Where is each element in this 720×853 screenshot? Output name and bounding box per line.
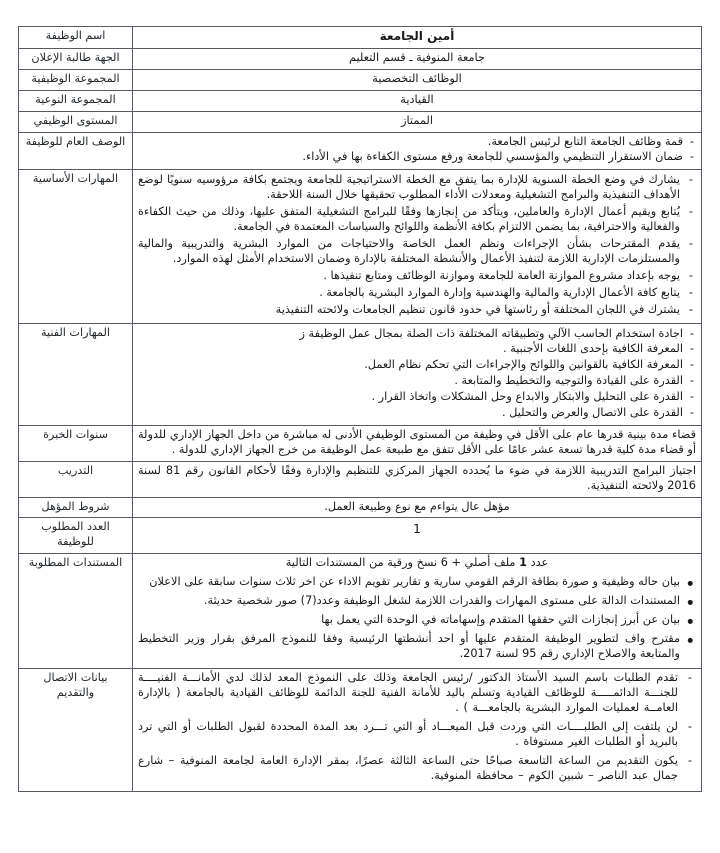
list-item: - لن يلتفت إلى الطلبــــات التي وردت قبل الميعـــاد أو التي تـــرد بعد المدة المحددة لقبول الطلبات أو التي ترد بالبريد أو الطلبات الغير مستوفاة . [138,720,696,750]
job-level-value: الممتاز [133,111,702,132]
required-count-value: 1 [413,521,421,537]
list-item: ● بيان عن أبرز إنجازات التي حققها المتقدم وإسهاماته في الوحدة التي يعمل بها [138,613,696,628]
required-documents-label: المستندات المطلوبة [19,554,133,669]
list-item: - يتابع كافة الأعمال الإدارية والمالية والهندسية وإدارة الموارد البشرية بالجامعة . [138,286,696,301]
required-count-label: العدد المطلوب للوظيفة [19,518,133,554]
table-row-qualitative-group [19,90,702,111]
list-item: - يشترك في اللجان المختلفة أو رئاستها في حدود قانون تنظيم الجامعات ولائحته التنفيذية [138,303,696,318]
job-title-value-cell [133,27,702,49]
job-title-label: اسم الوظيفة [19,27,133,49]
job-description-table [18,26,702,792]
list-item: - القدرة على القيادة والتوجيه والتخطيط والمتابعة . [146,374,696,389]
list-item: - تقدم الطلبات باسم السيد الأستاذ الدكتور /رئيس الجامعة وذلك على النموذج المعد لذلك لدي الأمانـــة الفنيــــة للجنـــة الدائمـــــة للوظائف القيادية وتسلم باليد للأمانة الفنية للجنة الدائمة للوظائف القيادية بالجامعة ( بالإدارة العامــة لعمليات الموارد البشرية بالجامعـــة ) . [138,671,696,716]
list-item: - يشارك في وضع الخطة السنوية للإدارة بما يتفق مع الخطة الاستراتيجية للجامعة ويجتمع بكافة مرؤوسيه سنويًا لوضع الأهداف التنفيذية والبرامج التشغيلية ومعدلات الأداء المطلوب تحقيقها خلال السنة اللاحقة. [138,173,696,203]
general-description-list [138,135,696,166]
list-item: - يكون التقديم من الساعة التاسعة صباحًا حتى الساعة الثالثة عصرًا، بمقر الإدارة العامة لجامعة المنوفية – شارع جمال عبد الناصر – شبين الكوم – محافظة المنوفية. [138,754,696,784]
table-row-job-level [19,111,702,132]
contact-submission-value-cell [133,669,702,791]
table-row-required-documents [19,554,702,669]
table-row-experience-years [19,425,702,461]
list-item: ● بيان حاله وظيفية و صورة بطاقة الرقم القومي سارية و تقارير تقويم الاداء عن اخر ثلاث سنوات سابقة على الاعلان [138,575,696,590]
table-row-technical-skills [19,323,702,425]
list-item: - يُتابع ويقيم أعمال الإدارة والعاملين، ويتأكد من إنجازها وفقًا للبرامج التشغيلية المتفق عليها، وذلك من حيث الكفاءة والفعالية والاحترافية، بما يضمن الالتزام بكافة الأنظمة واللوائح والسياسات المعتمدة في الجامعة. [138,205,696,235]
core-skills-label: المهارات الأساسية [19,170,133,323]
technical-skills-list [146,327,696,421]
job-group-label: المجموعة الوظيفية [19,69,133,90]
documents-heading-count: 1 [519,556,527,570]
technical-skills-wrapper [138,327,696,421]
technical-skills-label: المهارات الفنية [19,323,133,425]
table-row-training [19,461,702,497]
general-description-label: الوصف العام للوظيفة [19,132,133,170]
table-row-requesting-entity [19,48,702,69]
documents-heading-rest: ملف أصلي + 6 نسخ ورقية من المستندات التالية [285,556,516,570]
list-item: - المعرفة الكافية بالقوانين واللوائح والإجراءات التي تحكم نظام العمل. [146,358,696,373]
core-skills-list [138,173,696,317]
table-row-contact-submission [19,669,702,791]
documents-heading-prefix: عدد [530,556,549,570]
list-item: - قمة وظائف الجامعة التابع لرئيس الجامعة. [138,135,696,150]
contact-submission-list [138,671,696,783]
job-group-value: الوظائف التخصصية [133,69,702,90]
table-row-required-count [19,518,702,554]
list-item: ● المستندات الدالة على مستوى المهارات والقدرات اللازمة لشغل الوظيفة وعدد(7) صور شخصية حديثة. [138,594,696,609]
requesting-entity-label: الجهة طالبة الإعلان [19,48,133,69]
qualitative-group-value: القيادية [133,90,702,111]
list-item: ● مقترح واف لتطوير الوظيفة المتقدم عليها أو احد أنشطتها الرئيسية وفقا للنموذج المرفق بقرار وزير التخطيط والمتابعة والاصلاح الإداري رقم 95 لسنة 2017. [138,632,696,662]
experience-years-value: قضاء مدة بينية قدرها عام على الأقل في وظيفة من المستوى الوظيفي الأدنى له مباشرة من داخل الجهاز الإداري للدولة أو قضاء مدة كلية قدرها تسعة عشر عامًا على الأقل تتفق مع طبيعة عمل الوظيفة من خرج الجهاز الإداري للدولة . [133,425,702,461]
qualitative-group-label: المجموعة النوعية [19,90,133,111]
list-item: - القدرة على التحليل والابتكار والابداع وحل المشكلات واتخاذ القرار . [146,390,696,405]
list-item: - يوجه بإعداد مشروع الموازنة العامة للجامعة وموازنة الوظائف ومتابع تنفيذها . [138,269,696,284]
table-row-job-group [19,69,702,90]
required-documents-heading [138,556,696,571]
training-label: التدريب [19,461,133,497]
list-item: - المعرفة الكافية بإحدى اللغات الأجنبية . [146,342,696,357]
list-item: - القدرة على الاتصال والعرض والتحليل . [146,406,696,421]
table-row-job-title [19,27,702,49]
qualification-value: مؤهل عال يتواءم مع نوع وطبيعة العمل. [133,497,702,518]
qualification-label: شروط المؤهل [19,497,133,518]
list-item: - اجادة استخدام الحاسب الآلي وتطبيقاته المختلفة ذات الصلة بمجال عمل الوظيفة ز [146,327,696,342]
table-row-core-skills [19,170,702,323]
technical-skills-value-cell [133,323,702,425]
job-title-value: أمين الجامعة [379,29,455,43]
required-documents-list [138,575,696,662]
list-item: - ضمان الاستقرار التنظيمي والمؤسسي للجامعة ورفع مستوى الكفاءة بها في الأداء. [138,150,696,165]
general-description-value-cell [133,132,702,170]
experience-years-label: سنوات الخبرة [19,425,133,461]
required-documents-value-cell [133,554,702,669]
requesting-entity-value: جامعة المنوفية ـ قسم التعليم [133,48,702,69]
required-count-value-cell [133,518,702,554]
core-skills-value-cell [133,170,702,323]
training-value: اجتياز البرامج التدريبية اللازمة في ضوء ما يُحدده الجهاز المركزي للتنظيم والإدارة وفقًا لأحكام القانون رقم 81 لسنة 2016 ولائحته التنفيذية. [133,461,702,497]
job-level-label: المستوى الوظيفي [19,111,133,132]
list-item: - يقدم المقترحات بشأن الإجراءات ونظم العمل الخاصة والاحتياجات من الموارد البشرية والتدريبية والمالية والمستلزمات الإدارية اللازمة لتنفيذ الأعمال والأنشطة المختلفة بالإدارة وضمان الاستخدام الأمثل لهذه الموارد. [138,237,696,267]
table-row-general-description [19,132,702,170]
table-row-qualification [19,497,702,518]
contact-submission-label: بيانات الاتصال والتقديم [19,669,133,791]
